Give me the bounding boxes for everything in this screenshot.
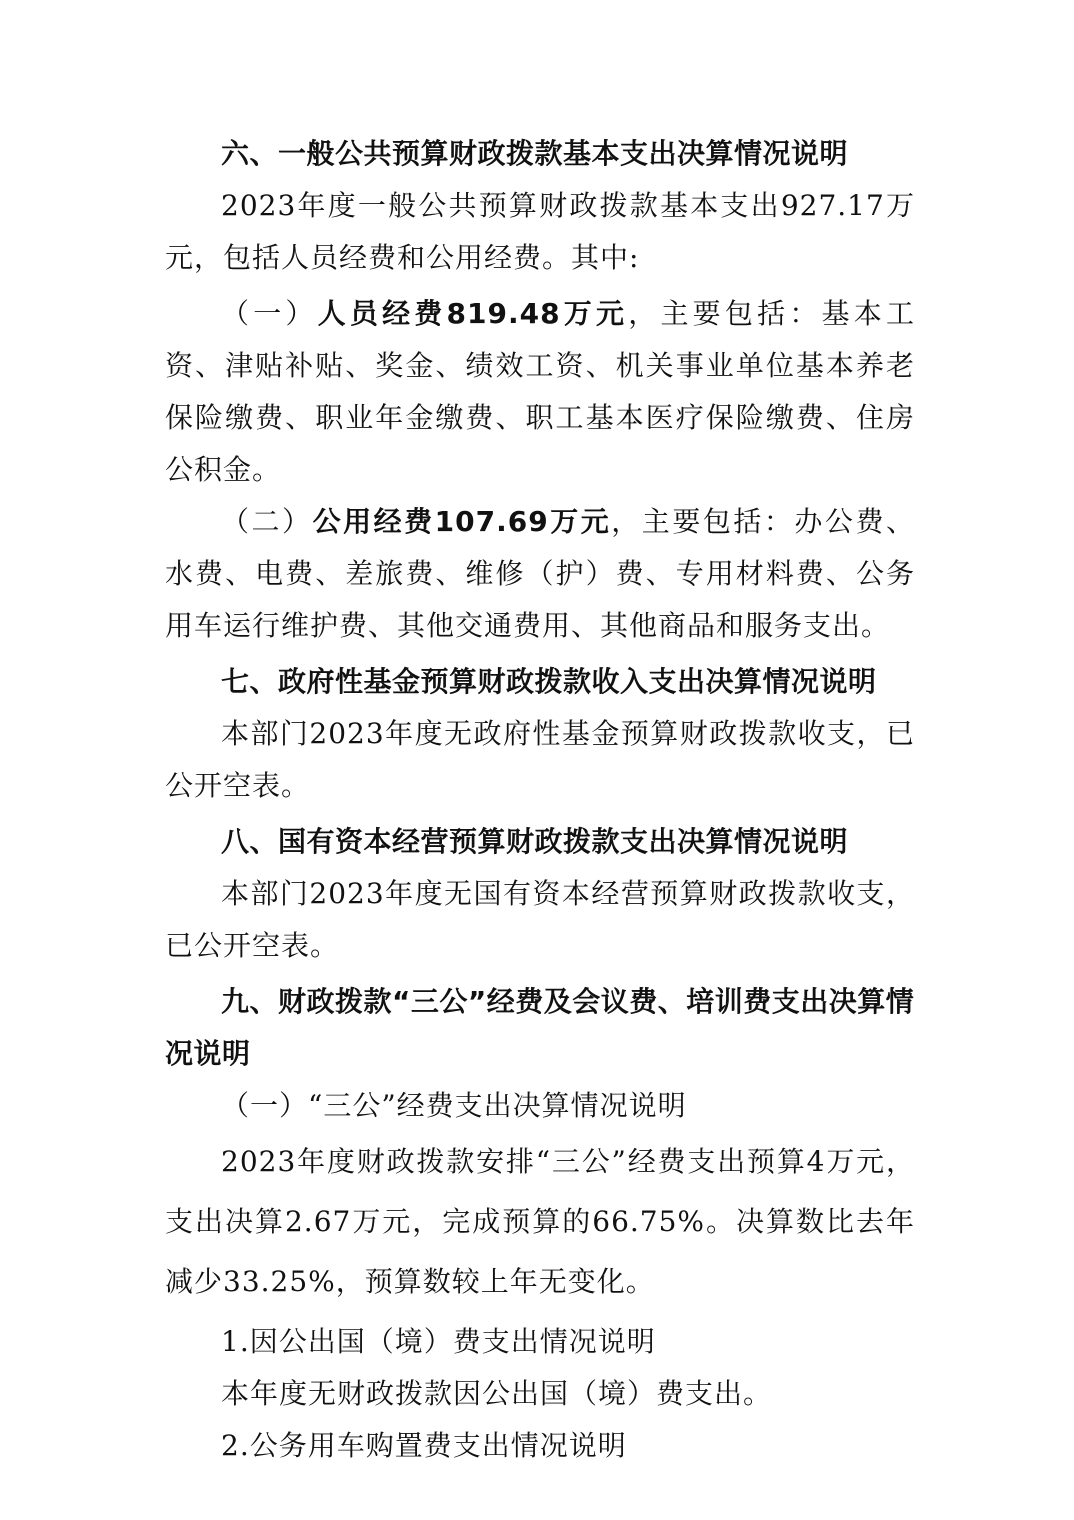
section-9-item-1-body: 本年度无财政拨款因公出国（境）费支出。	[221, 1377, 773, 1410]
section-9-sub-1-body: 2023年度财政拨款安排“三公”经费支出预算4万元，支出决算2.67万元，完成预算的66.75%。决算数比去年减少33.25%，预算数较上年无变化。	[165, 1145, 915, 1298]
section-7-body: 本部门2023年度无政府性基金预算财政拨款收支，已公开空表。	[165, 717, 915, 802]
item-2-prefix: （二）	[221, 505, 313, 538]
section-6-heading: 六、一般公共预算财政拨款基本支出决算情况说明	[221, 137, 849, 170]
item-2-bold: 公用经费107.69万元	[312, 505, 612, 538]
item-2-rest: ，主要包括：办公费、水费、电费、差旅费、维修（护）费、专用材料费、公务用车运行维护费、其他交通费用、其他商品和服务支出。	[165, 505, 915, 642]
section-8-body: 本部门2023年度无国有资本经营预算财政拨款收支，已公开空表。	[165, 877, 915, 962]
section-6-item-2	[165, 496, 915, 652]
section-9-item-1-title: 1.因公出国（境）费支出情况说明	[221, 1325, 656, 1358]
section-9-heading: 九、财政拨款“三公”经费及会议费、培训费支出决算情况说明	[165, 985, 915, 1070]
section-6-item-1	[165, 288, 915, 496]
item-1-prefix: （一）	[221, 297, 318, 330]
section-8-heading: 八、国有资本经营预算财政拨款支出决算情况说明	[221, 825, 849, 858]
section-7-heading: 七、政府性基金预算财政拨款收入支出决算情况说明	[221, 665, 877, 698]
section-9-item-2-title: 2.公务用车购置费支出情况说明	[221, 1429, 627, 1462]
item-1-bold: 人员经费819.48万元	[317, 297, 629, 330]
item-1-rest: ，主要包括：基本工资、津贴补贴、奖金、绩效工资、机关事业单位基本养老保险缴费、职业年金缴费、职工基本医疗保险缴费、住房公积金。	[165, 297, 915, 486]
section-6-intro: 2023年度一般公共预算财政拨款基本支出927.17万元，包括人员经费和公用经费。其中:	[165, 189, 915, 274]
document-page	[165, 128, 915, 1472]
section-9-sub-1: （一）“三公”经费支出决算情况说明	[221, 1089, 687, 1122]
